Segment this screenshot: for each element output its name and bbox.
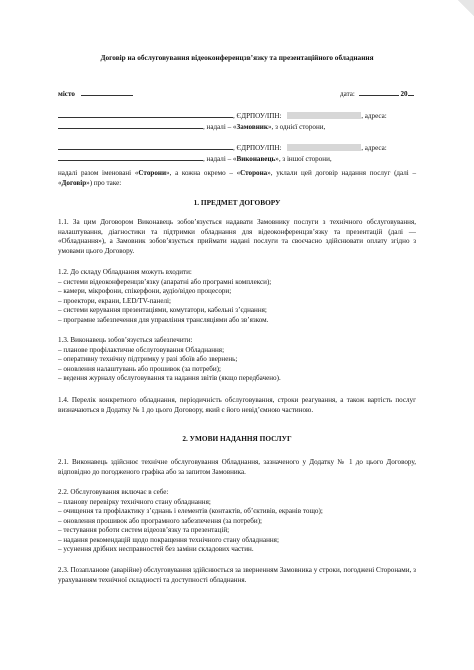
party1-name-blank[interactable] xyxy=(58,111,233,118)
year-blank[interactable] xyxy=(408,89,414,96)
list-item: – програмне забезпечення для управління трансляціями або зв’язком. xyxy=(58,315,269,324)
clause-2-3: 2.3. Позапланове (аварійне) обслуговування здійснюється за зверненням Замовника у строки, погоджені Сторонами, з урахуванням технічної складності та доступності обладнання. xyxy=(58,566,416,584)
section2-heading: 2. УМОВИ НАДАННЯ ПОСЛУГ xyxy=(182,434,292,443)
list-item: – тестування роботи систем відеозв’язку та презентацій; xyxy=(58,526,230,534)
list-item: – оновлення налаштувань або прошивок (за потреби); xyxy=(58,364,221,373)
list-item: – оперативну технічну підтримку у разі збоїв або звернень; xyxy=(58,355,238,363)
list-item: – камери, мікрофони, спікерфони, аудіо/відео процесори; xyxy=(58,287,232,295)
list-item: – очищення та профілактику з’єднань і елементів (контактів, об’єктивів, екранів тощо); xyxy=(58,507,323,515)
party2-named-suffix: », з іншої сторони, xyxy=(275,155,332,163)
page-fold-corner xyxy=(458,0,474,16)
party1-line1 xyxy=(58,111,387,120)
intro-bold-contract: Договір xyxy=(61,178,87,187)
clause-1-4: 1.4. Перелік конкретного обладнання, періодичність обслуговування, строки реагування, а також вартість послуг визначаються в Додатку № 1 до цього Договору, який є його невід’ємною частиною. xyxy=(58,396,416,414)
city-label: місто xyxy=(58,90,75,98)
clause-1-3 xyxy=(58,336,416,384)
party2-edrpou-label: , ЄДРПОУ/ІПН: xyxy=(233,144,282,152)
list-item: – планове профілактичне обслуговування Обладнання; xyxy=(58,345,225,354)
party1-line2 xyxy=(58,122,325,131)
party1-address-blank[interactable] xyxy=(58,122,203,129)
list-item: – системи відеоконференцзв’язку (апаратні або програмні комплекси); xyxy=(58,277,272,286)
list-item: – усунення дрібних несправностей без заміни складових частин. xyxy=(58,545,254,553)
intro-bold-party: Сторона xyxy=(240,169,268,177)
intro-text-2: », а кожна окремо – « xyxy=(166,169,241,177)
party1-edrpou-label: , ЄДРПОУ/ІПН: xyxy=(233,112,282,120)
party1-role: Замовник xyxy=(236,123,268,131)
clause-2-2-intro: 2.2. Обслуговування включає в себе: xyxy=(58,488,169,496)
list-item: – проектори, екрани, LED/TV-панелі; xyxy=(58,296,171,305)
party2-role: Виконавець xyxy=(236,155,276,163)
clause-2-2 xyxy=(58,488,416,555)
clause-1-1: 1.1. За цим Договором Виконавець зобов’язується надавати Замовнику послуги з технічного обслуговування, налаштування, діагностики та підтримки обладнання для відеоконференцзв’язку та презентацій (далі — «Обладнання»), а Замовник зобов’язується приймати надані послуги та своєчасно здійснювати оплату згідно з умовами цього Договору. xyxy=(58,218,416,255)
intro-text-3: », уклали цей договір надання послуг (далі – « xyxy=(58,169,417,187)
city-blank[interactable] xyxy=(81,89,133,96)
list-item: – оновлення прошивок або програмного забезпечення (за потреби); xyxy=(58,516,263,525)
party1-address-label: , адреса: xyxy=(361,112,387,120)
party1-named-suffix: », з однієї сторони, xyxy=(267,123,326,131)
party2-address-blank[interactable] xyxy=(58,154,203,161)
intro-paragraph xyxy=(58,169,416,188)
date-label: дата: xyxy=(340,90,355,98)
party2-line1 xyxy=(58,143,387,152)
list-item: – ведення журналу обслуговування та надання звітів (якщо передбачено). xyxy=(58,374,281,382)
party2-line2 xyxy=(58,154,332,163)
year-prefix: 20 xyxy=(400,90,408,98)
party1-named-prefix: , надалі – « xyxy=(203,123,237,131)
list-item: – планову перевірку технічного стану обладнання; xyxy=(58,497,211,506)
clause-2-1: 2.1. Виконавець здійснює технічне обслуговування Обладнання, зазначеного у Додатку № 1 до цього Договору, відповідно до погодженого графіка або за запитом Замовника. xyxy=(58,458,416,476)
clause-1-3-intro: 1.3. Виконавець зобов’язується забезпечити: xyxy=(58,336,193,344)
intro-text-1: надалі разом іменовані « xyxy=(58,169,139,177)
city-date-line xyxy=(58,89,133,98)
date-line xyxy=(340,89,414,98)
party2-named-prefix: , надалі – « xyxy=(203,155,237,163)
date-blank[interactable] xyxy=(359,89,399,96)
list-item: – надання рекомендацій щодо покращення технічного стану обладнання; xyxy=(58,535,279,544)
section1-heading: 1. ПРЕДМЕТ ДОГОВОРУ xyxy=(193,198,281,207)
document-title: Договір на обслуговування відеоконференцзв’язку та презентаційного обладнання xyxy=(100,53,374,62)
intro-bold-parties: Сторони xyxy=(138,169,167,177)
list-item: – системи керування презентаціями, комутатори, кабельні з’єднання; xyxy=(58,306,267,314)
party2-edrpou-field[interactable] xyxy=(287,144,361,151)
party2-address-label: , адреса: xyxy=(361,144,387,152)
party1-edrpou-field[interactable] xyxy=(287,112,361,119)
clause-1-2 xyxy=(58,268,416,325)
clause-1-2-intro: 1.2. До складу Обладнання можуть входити: xyxy=(58,268,192,276)
party2-name-blank[interactable] xyxy=(58,143,233,150)
intro-text-4: ») про таке: xyxy=(86,178,122,187)
